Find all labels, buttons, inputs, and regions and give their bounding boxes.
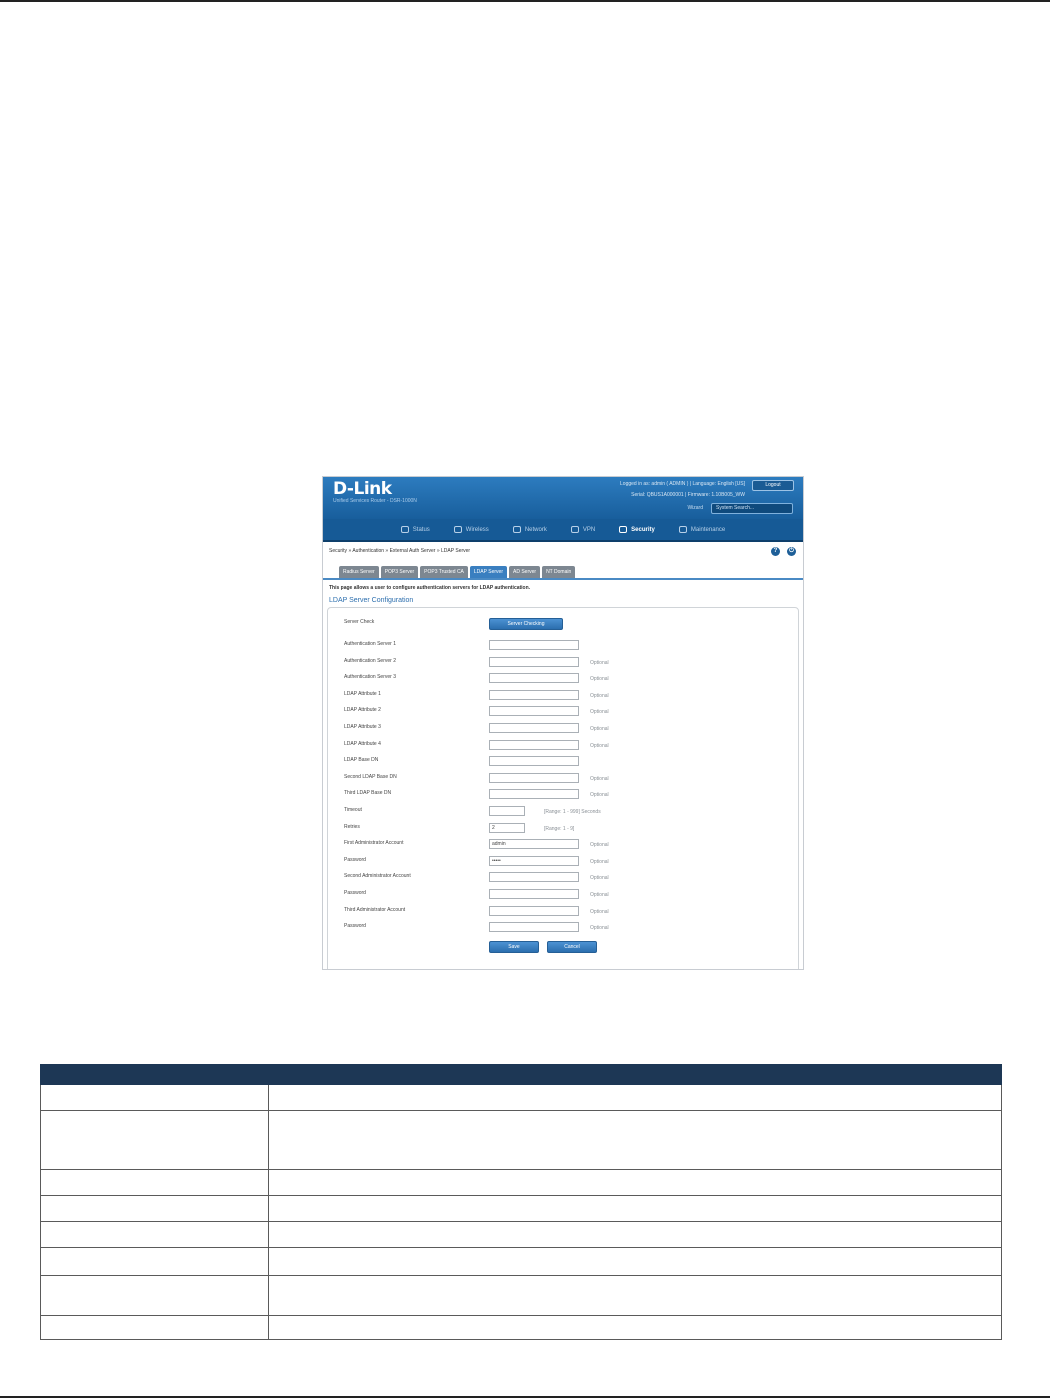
table-cell [41,1085,269,1111]
product-tagline: Unified Services Router - DSR-1000N [333,498,417,504]
form-row [344,740,784,754]
login-info: Logged in as: admin ( ADMIN ) | Language: English [US] [620,481,745,487]
main-nav [323,519,803,542]
field-label: LDAP Attribute 2 [344,707,381,714]
nav-item-label: VPN [582,526,596,533]
section-title: LDAP Server Configuration [329,597,414,604]
router-header [323,477,803,519]
table-cell [269,1222,1002,1248]
wizard-link[interactable]: Wizard [687,505,703,511]
field-label: Authentication Server 1 [344,641,396,647]
field-hint: Optional [590,726,609,732]
server-check-label: Server Check [344,619,375,625]
tab-ad-server[interactable]: AD Server [509,566,540,578]
nav-item-label: Wireless [465,526,489,533]
dlink-logo: D-Link [333,479,392,499]
field-hint: Optional [590,842,609,849]
form-row [344,657,784,671]
field-hint: Optional [590,925,609,932]
field-label: First Administrator Account [344,840,404,847]
field-label: Third LDAP Base DN [344,790,392,797]
ldap-config-screenshot [322,476,804,970]
form-row [344,823,784,837]
field-label: Authentication Server 2 [344,657,396,664]
field-hint: Optional [590,692,609,699]
field-input[interactable] [489,889,579,899]
field-hint: Optional [590,709,609,716]
table-cell [41,1196,269,1222]
field-label: LDAP Attribute 4 [344,740,381,747]
field-label: Third Administrator Account [344,906,406,913]
logout-icon[interactable]: ⏻ [787,547,796,556]
field-label: Password [344,923,366,930]
firmware-info: Serial: QBUS1A000001 | Firmware: 1.10B005_WW [631,492,745,498]
breadcrumb: Security » Authentication » External Auth Server » LDAP Server [329,548,471,554]
system-search-input[interactable]: System Search... [711,503,793,514]
field-label: LDAP Attribute 1 [344,690,381,697]
field-input[interactable] [489,872,579,882]
logout-button[interactable]: Logout [752,480,794,491]
table-cell [269,1170,1002,1196]
wifi-icon [454,526,462,533]
field-label: Second Administrator Account [344,873,411,880]
table-cell [269,1316,1002,1340]
page-description: This page allows a user to configure authentication servers for LDAP authentication. [329,585,531,591]
field-input[interactable] [489,723,579,733]
table-cell [269,1085,1002,1111]
field-input[interactable] [489,773,579,783]
gear-icon [679,526,687,533]
form-row [344,806,784,820]
table-cell [269,1196,1002,1222]
cloud-icon [571,526,579,533]
field-label: LDAP Attribute 3 [344,724,381,730]
form-row [344,789,784,803]
field-input[interactable]: admin [489,839,579,849]
form-row [344,872,784,886]
tab-radius-server[interactable]: Radius Server [339,566,379,578]
table-header-cell [41,1065,269,1085]
field-hint: [Range: 1 - 999] Seconds [544,809,601,815]
form-row [344,773,784,787]
table-row [41,1316,1002,1340]
field-input[interactable]: 2 [489,823,525,833]
field-input[interactable] [489,922,579,932]
form-row [344,839,784,853]
field-hint: Optional [590,676,609,683]
nav-item-status[interactable] [401,526,430,533]
table-row [41,1248,1002,1276]
network-icon [513,526,521,533]
table-cell [41,1276,269,1316]
field-label: Timeout [344,807,362,813]
help-icon[interactable]: ? [771,547,780,556]
table-cell [269,1111,1002,1170]
table-cell [269,1276,1002,1316]
form-row [344,673,784,687]
bottom-rule [0,1396,1050,1398]
field-label: Password [344,856,366,863]
field-hint: Optional [590,742,609,749]
tab-ldap-server[interactable]: LDAP Server [470,566,507,578]
table-cell [269,1248,1002,1276]
form-row [344,756,784,770]
table-row [41,1170,1002,1196]
field-hint: Optional [590,892,609,898]
field-hint: Optional [590,858,609,865]
nav-item-vpn[interactable] [571,526,595,533]
nav-item-label: Network [524,526,547,533]
form-row [344,906,784,920]
table-row [41,1085,1002,1111]
field-input[interactable] [489,673,579,683]
nav-item-label: Status [412,526,430,533]
save-button[interactable]: Save [489,941,539,953]
field-hint: [Range: 1 - 9] [544,825,575,832]
form-row [344,640,784,654]
table-header-cell [269,1065,1002,1085]
table-header-row [41,1065,1002,1085]
nav-item-security[interactable] [619,526,655,533]
field-hint: Optional [590,908,609,915]
field-input[interactable]: ••••• [489,856,579,866]
field-label: Second LDAP Base DN [344,773,397,780]
tab-pop3-server[interactable]: POP3 Server [381,566,418,578]
form-row [344,856,784,870]
field-hint: Optional [590,875,609,882]
form-row [344,690,784,704]
form-row [344,922,784,936]
cancel-button[interactable]: Cancel [547,941,597,953]
nav-item-label: Security [631,526,655,533]
field-input[interactable] [489,740,579,750]
form-row [344,889,784,903]
form-row [344,723,784,737]
field-hint: Optional [590,659,609,666]
nav-item-network[interactable] [513,526,547,533]
table-row [41,1222,1002,1248]
field-input[interactable] [489,706,579,716]
field-input[interactable] [489,806,525,816]
tab-pop3-trusted-ca[interactable]: POP3 Trusted CA [420,566,468,578]
field-hint: Optional [590,775,609,782]
nav-item-label: Maintenance [690,526,726,533]
field-input[interactable] [489,657,579,667]
table-cell [41,1248,269,1276]
field-input[interactable] [489,640,579,650]
table-cell [41,1170,269,1196]
field-input[interactable] [489,756,579,766]
lock-icon [619,526,627,533]
breadcrumb-bar [323,542,803,560]
config-panel [327,607,799,970]
table-cell [41,1222,269,1248]
field-label: Retries [344,823,360,830]
field-input[interactable] [489,789,579,799]
table-row [41,1111,1002,1170]
nav-item-wireless[interactable] [454,526,489,533]
field-hint: Optional [590,792,609,799]
dashboard-icon [401,526,409,533]
table-row [41,1196,1002,1222]
field-label: LDAP Base DN [344,757,379,764]
table-cell [41,1316,269,1340]
top-rule [0,0,1050,2]
server-checking-button[interactable]: Server Checking [489,618,563,630]
table-cell [41,1111,269,1170]
auth-tabs [323,560,803,580]
field-label: Authentication Server 3 [344,674,396,681]
field-input[interactable] [489,690,579,700]
tab-nt-domain[interactable]: NT Domain [542,566,575,578]
form-row [344,706,784,720]
field-label: Password [344,890,366,896]
description-table [40,1064,1002,1340]
field-input[interactable] [489,906,579,916]
table-row [41,1276,1002,1316]
nav-item-maintenance[interactable] [679,526,725,533]
server-check-row [344,618,784,632]
